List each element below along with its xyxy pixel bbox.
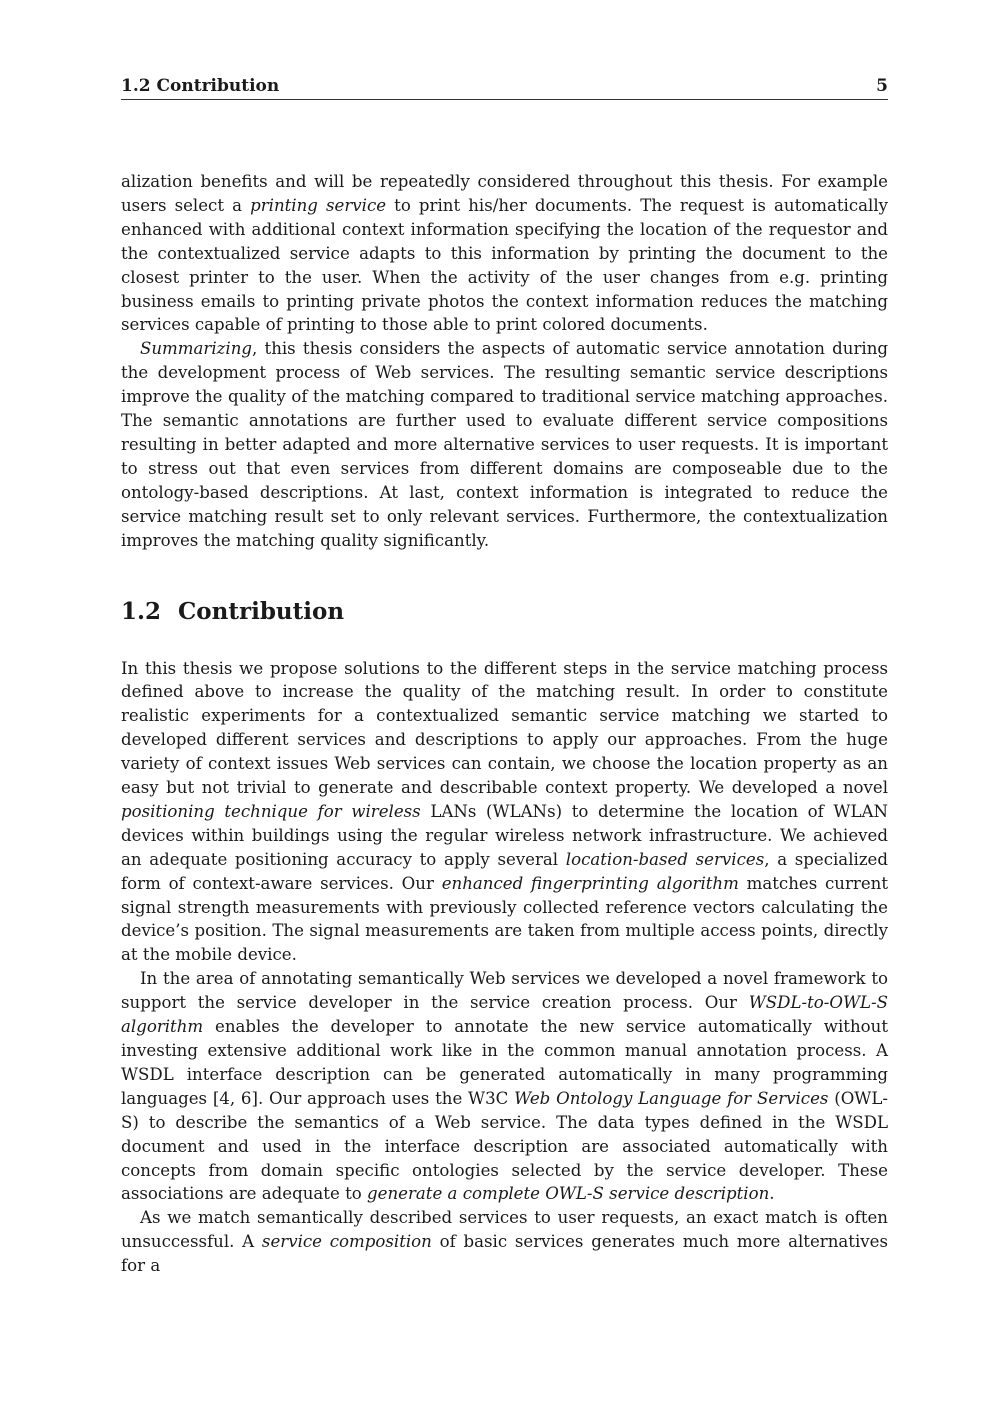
running-head-section: 1.2 Contribution bbox=[121, 76, 280, 96]
section-title: Contribution bbox=[178, 597, 345, 625]
running-head bbox=[121, 76, 888, 100]
paragraph-positioning: In this thesis we propose solutions to the different steps in the service matching process defined above to increase the quality of the matching result. In order to constitute realistic experiments for a contextualized semantic service matching we started to developed different services and descriptions to apply our approaches. From the huge variety of context issues Web services can contain, we choose the location property as an easy but not trivial to generate and describable context property. We developed a novel positioning technique for wireless LANs (WLANs) to determine the location of WLAN devices within buildings using the regular wireless network infrastructure. We achieved an adequate positioning accuracy to apply several location-based services, a specialized form of context-aware services. Our enhanced fingerprinting algorithm matches current signal strength measurements with previously collected reference vectors calculating the device’s position. The signal measurements are taken from multiple access points, directly at the mobile device. bbox=[121, 658, 889, 965]
section-number: 1.2 bbox=[121, 597, 162, 625]
page bbox=[121, 76, 888, 1278]
paragraph-context-example: alization benefits and will be repeatedly considered throughout this thesis. For example users select a printing service to print his/her documents. The request is automatically enhanced with additional context information specifying the location of the requestor and the contextualized service adapts to this information by printing the document to the closest printer to the user. When the activity of the user changes from e.g. printing business emails to printing private photos the context information reduces the matching services capable of printing to those able to print colored documents. bbox=[121, 172, 889, 335]
paragraph-summary: Summarizing, this thesis considers the aspects of automatic service annotation during the development process of Web services. The resulting semantic service descriptions improve the quality of the matching compared to traditional service matching approaches. The semantic annotations are further used to evaluate different service compositions resulting in better adapted and more alternative services to user requests. It is important to stress out that even services from different domains are composeable due to the ontology-based descriptions. At last, context information is integrated to reduce the service matching result set to only relevant services. Furthermore, the contextualization improves the matching quality significantly. bbox=[121, 339, 888, 550]
section-heading bbox=[121, 597, 888, 627]
paragraph-composition: As we match semantically described services to user requests, an exact match is often unsuccessful. A service composition of basic services generates much more alternatives for a bbox=[121, 1208, 888, 1276]
body-text bbox=[121, 170, 888, 1278]
page-number: 5 bbox=[876, 76, 888, 96]
paragraph-annotation: In the area of annotating semantically Web services we developed a novel framework to support the service developer in the service creation process. Our WSDL-to-OWL-S algorithm enables the developer to annotate the new service automatically without investing extensive additional work like in the common manual annotation process. A WSDL interface description can be generated automatically in many programming languages [4, 6]. Our approach uses the W3C Web Ontology Language for Services (OWL-S) to describe the semantics of a Web service. The data types defined in the WSDL document and used in the interface description are associated automatically with concepts from domain specific ontologies selected by the service developer. These associations are adequate to generate a complete OWL-S service description. bbox=[121, 969, 888, 1204]
